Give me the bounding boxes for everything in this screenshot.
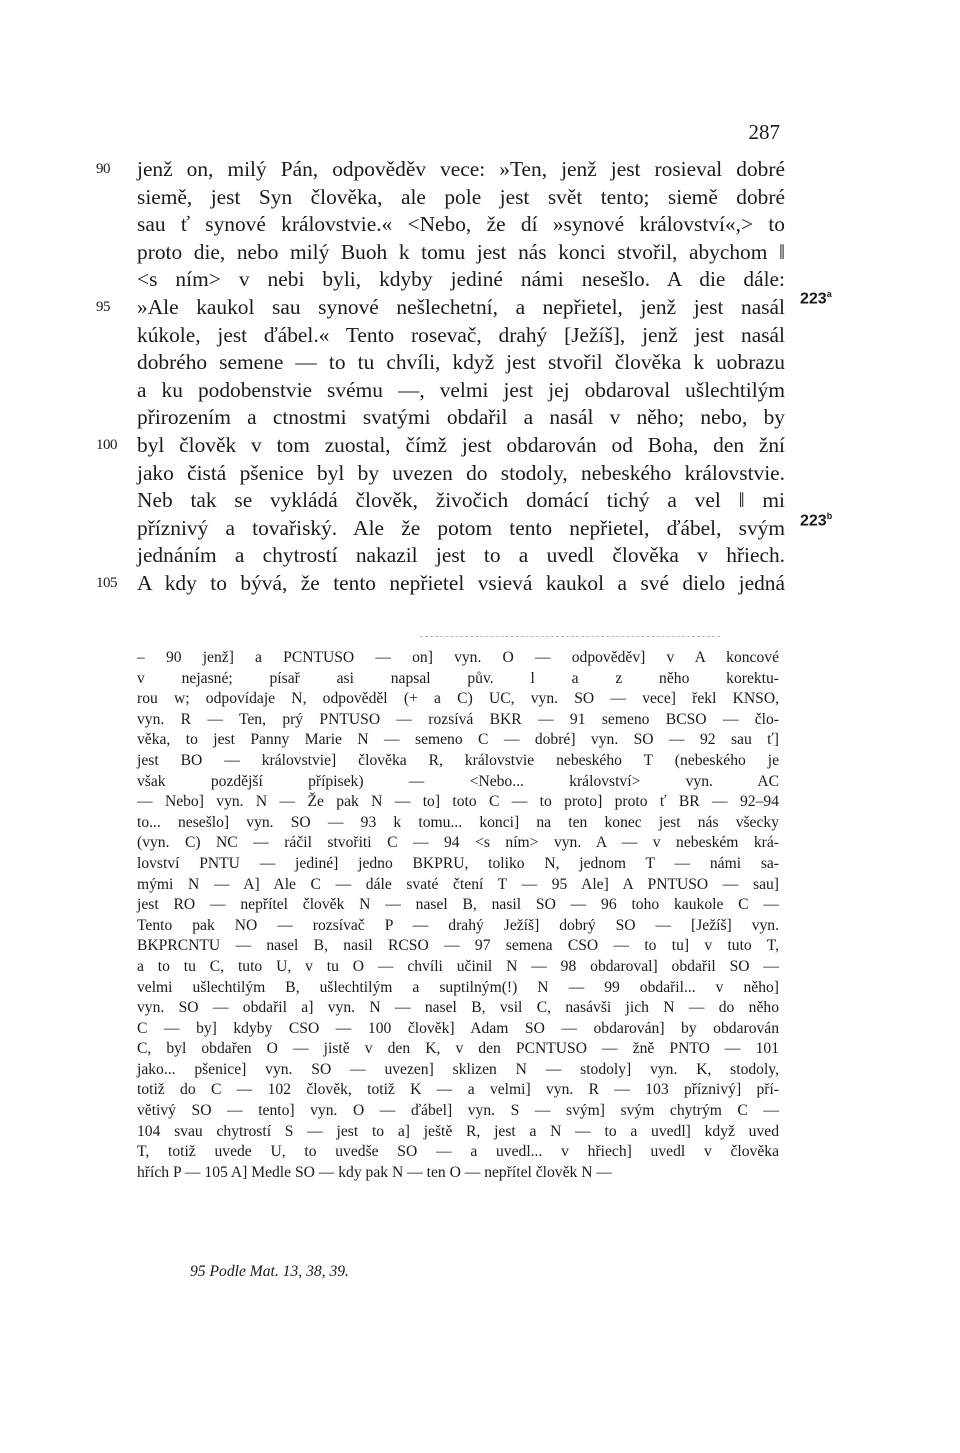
- text-line: [96, 432, 785, 460]
- line-text: kúkole, jest ďábel.« Tento rosevač, drahý [Ježíš], jenž jest nasál: [137, 322, 785, 347]
- line-number: 90: [96, 161, 110, 177]
- text-line: [137, 239, 785, 267]
- line-number: 100: [96, 436, 117, 453]
- apparatus-line: rou w; odpovídaje N, odpověděl (+ a C) UC, vyn. SO — vece] řekl KNSO,: [137, 690, 779, 708]
- line-number: 105: [96, 574, 117, 591]
- apparatus-line: jest BO — královstvie] člověka R, královstvie nebeského T (nebeského je: [137, 751, 779, 769]
- apparatus-line: – 90 jenž] a PCNTUSO — on] vyn. O — odpověděv] v A koncové: [137, 649, 779, 666]
- line-text: <s ním> v nebi byli, kdyby jediné námi nesešlo. A die dále:: [137, 267, 785, 292]
- apparatus-line: totiž do C — 102 člověk, totiž K — a velmi] vyn. R — 103 příznivý] pří-: [137, 1081, 779, 1099]
- text-line: [137, 266, 785, 294]
- text-line: [137, 515, 785, 543]
- folio-marker-223a: [800, 289, 832, 308]
- folio-marker-223b: [800, 511, 832, 530]
- line-text: jednáním a chytrostí nakazil jest to a uvedl člověka v hřiech.: [137, 543, 785, 568]
- apparatus-line: jako... pšenice] vyn. SO — uvezen] sklizen N — stodoly] vyn. K, stodoly,: [137, 1060, 779, 1078]
- apparatus-line: hřích P — 105 A] Medle SO — kdy pak N — ten O — nepřítel člověk N —: [137, 1163, 612, 1181]
- line-number: 95: [96, 298, 110, 315]
- text-line: [137, 487, 785, 515]
- apparatus-line: vyn. SO — obdařil a] vyn. N — nasel B, vsil C, nasávši jich N — do něho: [137, 999, 779, 1017]
- apparatus-line: věka, to jest Panny Marie N — semeno C — dobré] vyn. SO — 92 sau ť]: [137, 731, 779, 749]
- apparatus-line: — Nebo] vyn. N — Že pak N — to] toto C — to proto] proto ť BR — 92–94: [137, 793, 779, 811]
- apparatus-line: BKPRCNTU — nasel B, nasil RCSO — 97 semena CSO — to tu] v tuto T,: [137, 937, 779, 955]
- text-line: [137, 349, 785, 377]
- apparatus-line: v nejasné; písař asi napsal pův. l a z něho korektu-: [137, 669, 779, 687]
- main-text: [96, 156, 785, 598]
- text-line: [137, 404, 785, 432]
- line-text: dobrého semene — to tu chvíli, když jest stvořil člověka k uobrazu: [137, 350, 785, 375]
- text-line: [137, 322, 785, 350]
- text-line: [137, 184, 785, 212]
- apparatus-line: T, totiž uvede U, to uvedše SO — a uvedl... v hřiech] uvedl v člověka: [137, 1143, 779, 1161]
- apparatus-line: a to tu C, tuto U, v tu O — chvíli učinil N — 98 obdaroval] obdařil SO —: [137, 957, 779, 975]
- line-text: A kdy to bývá, že tento nepřietel vsievá kaukol a své dielo jedná: [137, 570, 785, 595]
- line-text: příznivý a tovařiský. Ale že potom tento nepřietel, ďábel, svým: [137, 515, 785, 540]
- apparatus-divider: [420, 636, 720, 637]
- folio-sup: b: [826, 511, 833, 521]
- apparatus-line: jest RO — nepřítel člověk N — nasel B, nasil SO — 96 toho kaukole C —: [137, 896, 779, 914]
- text-line: [137, 211, 785, 239]
- footnote: 95 Podle Mat. 13, 38, 39.: [190, 1263, 349, 1280]
- folio-label: 223: [800, 290, 827, 308]
- text-line: [137, 542, 785, 570]
- text-line: [96, 570, 785, 598]
- page-number: 287: [748, 120, 780, 144]
- critical-apparatus: [137, 648, 779, 1183]
- apparatus-line: vyn. R — Ten, prý PNTUSO — rozsívá BKR — 91 semeno BCSO — člo-: [137, 710, 779, 728]
- apparatus-line: C, byl obdařen O — jistě v den K, v den PCNTUSO — žně PNTO — 101: [137, 1040, 779, 1058]
- text-line: [137, 460, 785, 488]
- apparatus-line: 104 svau chytrostí S — jest to a] ještě R, jest a N — to a uvedl] když uved: [137, 1122, 779, 1140]
- apparatus-line: větivý SO — tento] vyn. O — ďábel] vyn. S — svým] svým chytrým C —: [137, 1102, 779, 1120]
- folio-label: 223: [800, 512, 827, 530]
- line-text: jako čistá pšenice byl by uvezen do stodoly, nebeského královstvie.: [137, 460, 785, 485]
- line-text: byl člověk v tom zuostal, čímž jest obdarován od Boha, den žní: [137, 432, 785, 457]
- line-text: siemě, jest Syn člověka, ale pole jest svět tento; siemě dobré: [137, 184, 785, 209]
- text-line: [96, 294, 785, 322]
- line-text: jenž on, milý Pán, odpověděv vece: »Ten, jenž jest rosieval dobré: [137, 157, 785, 181]
- apparatus-line: mými N — A] Ale C — dále svaté čtení T — 95 Ale] A PNTUSO — sau]: [137, 875, 779, 893]
- text-line: [96, 156, 785, 184]
- folio-sup: a: [826, 289, 832, 299]
- text-line: [137, 377, 785, 405]
- apparatus-line: velmi ušlechtilým B, ušlechtilým a suptilným(!) N — 99 obdařil... v něho]: [137, 978, 779, 996]
- apparatus-line: C — by] kdyby CSO — 100 člověk] Adam SO — obdarován] by obdarován: [137, 1019, 779, 1037]
- apparatus-line: (vyn. C) NC — ráčil stvořiti C — 94 <s ním> vyn. A — v nebeském krá-: [137, 834, 779, 852]
- line-text: Neb tak se vykládá člověk, živočich domácí tichý a vel ‖ mi: [137, 488, 785, 513]
- apparatus-line: to... nesešlo] vyn. SO — 93 k tomu... konci] na ten konec jest nás všecky: [137, 813, 779, 831]
- apparatus-line: lovství PNTU — jediné] jedno BKPRU, toliko N, jednom T — námi sa-: [137, 854, 779, 872]
- line-text: a ku podobenstvie svému —, velmi jest jej obdaroval ušlechtilým: [137, 377, 785, 402]
- line-text: proto die, nebo milý Buoh k tomu jest nás konci stvořil, abychom ‖: [137, 239, 785, 264]
- line-text: přirozením a ctnostmi svatými obdařil a nasál v něho; nebo, by: [137, 405, 785, 430]
- line-text: »Ale kaukol sau synové nešlechetní, a nepřietel, jenž jest nasál: [137, 294, 785, 319]
- apparatus-line: Tento pak NO — rozsívač P — drahý Ježíš] dobrý SO — [Ježíš] vyn.: [137, 916, 779, 934]
- line-text: sau ť synové královstvie.« <Nebo, že dí »synové království«,> to: [137, 212, 785, 237]
- apparatus-line: však pozdější přípisek) — <Nebo... království> vyn. AC: [137, 772, 779, 790]
